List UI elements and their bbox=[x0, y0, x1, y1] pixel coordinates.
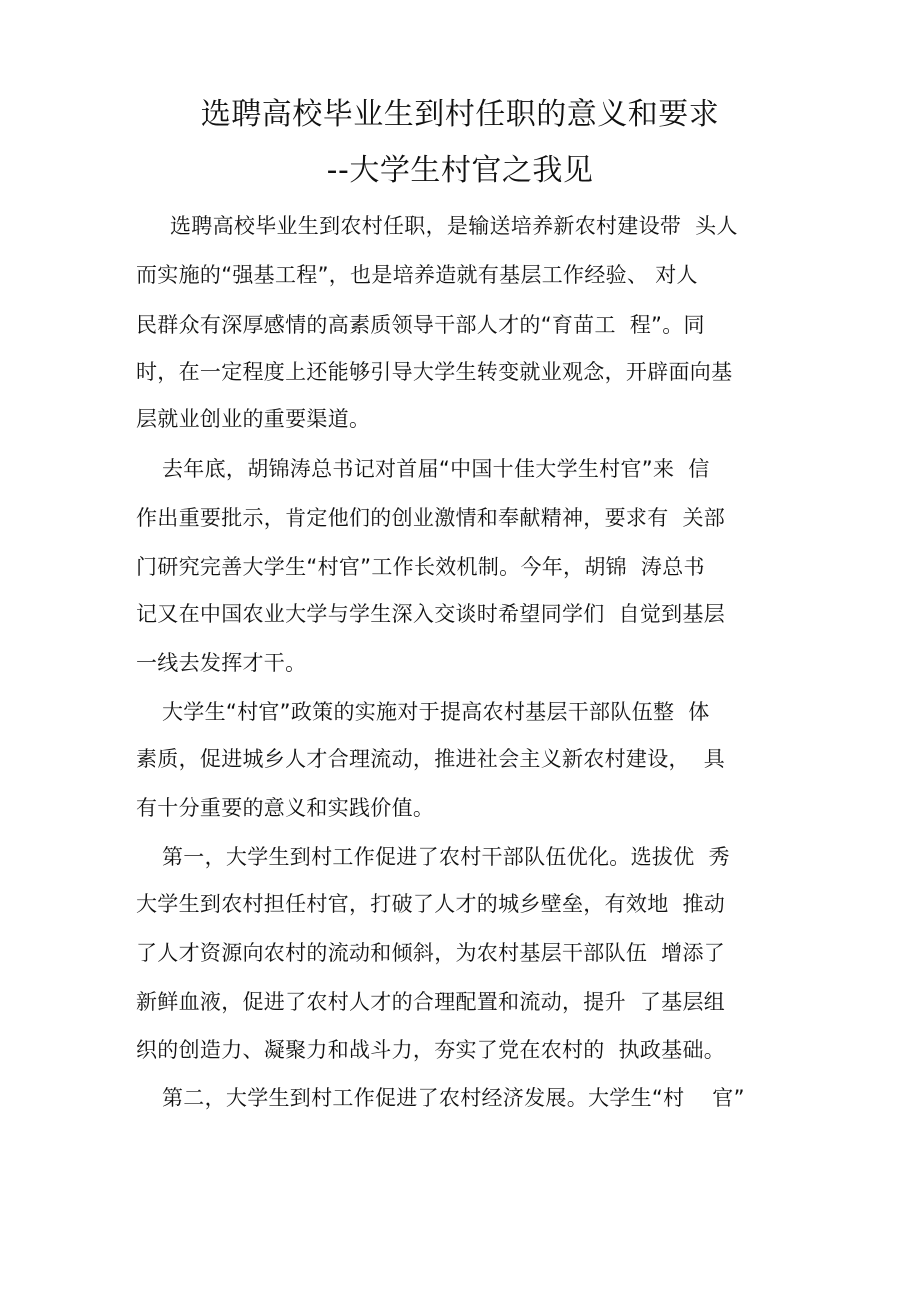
paragraph-4-line-1: 第一，大学生到村工作促进了农村干部队伍优化。选拔优 秀 bbox=[162, 845, 730, 869]
paragraph-1-line-5: 层就业创业的重要渠道。 bbox=[136, 407, 371, 431]
document-subtitle: --大学生村官之我见 bbox=[326, 153, 594, 188]
paragraph-4-line-2: 大学生到农村担任村官，打破了人才的城乡壁垒，有效地 推动 bbox=[136, 892, 726, 916]
paragraph-4-line-5: 织的创造力、凝聚力和战斗力，夯实了党在农村的 执政基础。 bbox=[136, 1038, 726, 1062]
paragraph-2-line-3: 门研究完善大学生“村官”工作长效机制。今年，胡锦 涛总书 bbox=[136, 555, 705, 579]
document-title: 选聘高校毕业生到村任职的意义和要求 bbox=[200, 97, 720, 132]
paragraph-4-line-3: 了人才资源向农村的流动和倾斜，为农村基层干部队伍 增添了 bbox=[136, 941, 726, 965]
paragraph-1-line-1: 选聘高校毕业生到农村任职，是输送培养新农村建设带 头人 bbox=[170, 214, 738, 238]
paragraph-1-line-4: 时，在一定程度上还能够引导大学生转变就业观念，开辟面向基 bbox=[136, 360, 733, 384]
paragraph-3-line-2: 素质，促进城乡人才合理流动，推进社会主义新农村建设， 具 bbox=[136, 747, 726, 771]
paragraph-3-line-3: 有十分重要的意义和实践价值。 bbox=[136, 796, 435, 820]
paragraph-3-line-1: 大学生“村官”政策的实施对于提高农村基层干部队伍整 体 bbox=[162, 700, 710, 724]
paragraph-2-line-5: 一线去发挥才干。 bbox=[136, 651, 307, 675]
paragraph-4-line-4: 新鲜血液，促进了农村人才的合理配置和流动，提升 了基层组 bbox=[136, 990, 726, 1014]
paragraph-1-line-2: 而实施的“强基工程”，也是培养造就有基层工作经验、 对人 bbox=[136, 263, 698, 287]
paragraph-2-line-1: 去年底，胡锦涛总书记对首届“中国十佳大学生村官”来 信 bbox=[162, 457, 710, 481]
paragraph-2-line-4: 记又在中国农业大学与学生深入交谈时希望同学们 自觉到基层 bbox=[136, 602, 726, 626]
paragraph-2-line-2: 作出重要批示，肯定他们的创业激情和奉献精神，要求有 关部 bbox=[136, 506, 726, 530]
paragraph-5-line-1: 第二，大学生到村工作促进了农村经济发展。大学生“村 官” bbox=[162, 1086, 745, 1110]
paragraph-1-line-3: 民群众有深厚感情的高素质领导干部人才的“育苗工 程”。同 bbox=[136, 313, 705, 337]
